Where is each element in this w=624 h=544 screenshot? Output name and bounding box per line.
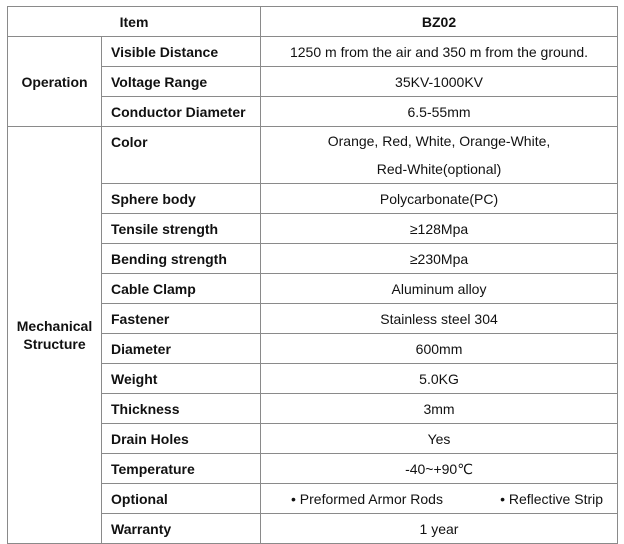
item-label: Sphere body	[102, 184, 261, 214]
table-row	[8, 127, 618, 184]
value-line: Orange, Red, White, Orange-White,	[327, 133, 551, 149]
item-label: Diameter	[102, 334, 261, 364]
item-value: Aluminum alloy	[261, 274, 618, 304]
item-label: Visible Distance	[102, 37, 261, 67]
item-label: Voltage Range	[102, 67, 261, 97]
header-model-cell: BZ02	[261, 7, 618, 37]
item-value: 3mm	[261, 394, 618, 424]
group-label-line: Mechanical	[16, 318, 93, 334]
item-value: Stainless steel 304	[261, 304, 618, 334]
item-label: Thickness	[102, 394, 261, 424]
item-value: 6.5-55mm	[261, 97, 618, 127]
spec-table	[7, 6, 618, 544]
item-value: 1250 m from the air and 350 m from the ground.	[261, 37, 618, 67]
item-value: 600mm	[261, 334, 618, 364]
group-mechanical-structure	[8, 127, 102, 544]
item-value: 1 year	[261, 514, 618, 544]
item-label: Color	[102, 127, 261, 184]
item-value: 5.0KG	[261, 364, 618, 394]
table-row	[8, 37, 618, 67]
item-value: ≥230Mpa	[261, 244, 618, 274]
item-label: Bending strength	[102, 244, 261, 274]
item-label: Optional	[102, 484, 261, 514]
item-value: ≥128Mpa	[261, 214, 618, 244]
group-label-line: Structure	[23, 336, 86, 352]
item-label: Cable Clamp	[102, 274, 261, 304]
header-row	[8, 7, 618, 37]
item-value	[261, 484, 618, 514]
item-label: Warranty	[102, 514, 261, 544]
item-label: Temperature	[102, 454, 261, 484]
item-label: Drain Holes	[102, 424, 261, 454]
item-value: -40~+90℃	[261, 454, 618, 484]
optional-item: • Reflective Strip	[500, 490, 604, 507]
group-label-line: Operation	[21, 73, 88, 90]
item-label: Weight	[102, 364, 261, 394]
item-value: 35KV-1000KV	[261, 67, 618, 97]
item-label: Conductor Diameter	[102, 97, 261, 127]
group-operation	[8, 37, 102, 127]
item-label: Fastener	[102, 304, 261, 334]
optional-item: • Preformed Armor Rods	[291, 490, 443, 507]
optional-list	[261, 490, 617, 508]
item-value	[261, 127, 618, 184]
item-value: Polycarbonate(PC)	[261, 184, 618, 214]
item-value: Yes	[261, 424, 618, 454]
item-label: Tensile strength	[102, 214, 261, 244]
value-line: Red-White(optional)	[376, 161, 502, 177]
header-item-cell: Item	[8, 7, 261, 37]
